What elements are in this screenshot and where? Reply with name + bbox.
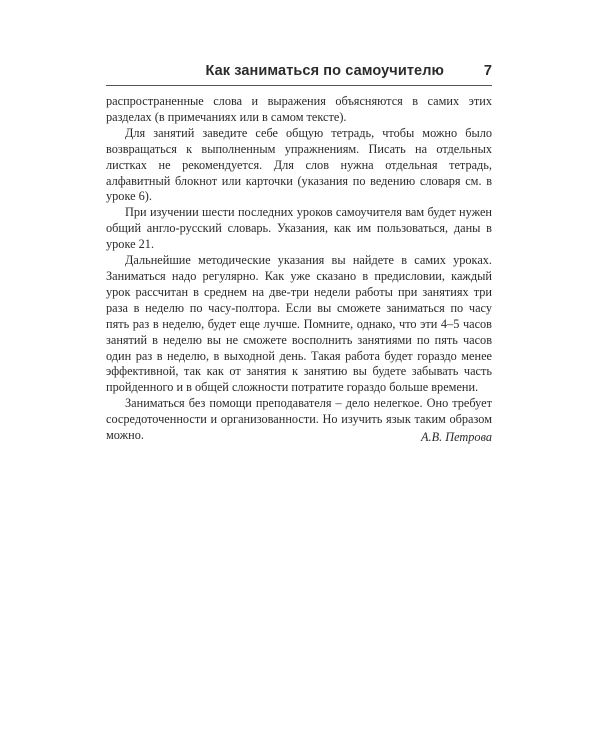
paragraph-method: Дальнейшие методические указания вы найдете в самих уроках. Заниматься надо регулярно. Как уже сказано в предисловии, каждый урок рассчитан в среднем на две-три недели работы при занятиях три раза в неделю по часу-полтора. Если вы сможете заниматься по часу пять раз в неделю, будет еще лучше. Помните, однако, что эти 4–5 часов занятий в неделю вы не сможете восполнить занятиями по пять часов один раз в неделю, в выходной день. Такая работа будет гораздо менее эффективной, так как от занятия к занятию вы будете забывать часть пройденного и в общей сложности потратите гораздо больше времени.: [106, 253, 492, 395]
paragraph-dictionary: При изучении шести последних уроков самоучителя вам будет нужен общий англо-русский словарь. Указания, как им пользоваться, даны в уроке 21.: [106, 205, 492, 252]
paragraph-notebook: Для занятий заведите себе общую тетрадь, чтобы можно было возвращаться к выполненным упражнениям. Писать на отдельных листках не рекомендуется. Для слов нужна отдельная тетрадь, алфавитный блокнот или карточки (указания по ведению словаря см. в уроке 6).: [106, 125, 492, 204]
running-head: [106, 62, 492, 84]
author-signature: А.В. Петрова: [420, 430, 492, 444]
paragraph-continuation: распространенные слова и выражения объясняются в самих этих разделах (в примечаниях или в самом тексте).: [106, 94, 492, 124]
page-number: 7: [483, 63, 492, 79]
paragraph-conclusion: Заниматься без помощи преподавателя – дело нелегкое. Оно требует сосредоточенности и организованности. Но изучить язык таким образом можно.: [106, 396, 492, 443]
header-divider: [106, 85, 492, 86]
chapter-title: Как заниматься по самоучителю: [205, 63, 444, 79]
body-text: [106, 94, 492, 444]
